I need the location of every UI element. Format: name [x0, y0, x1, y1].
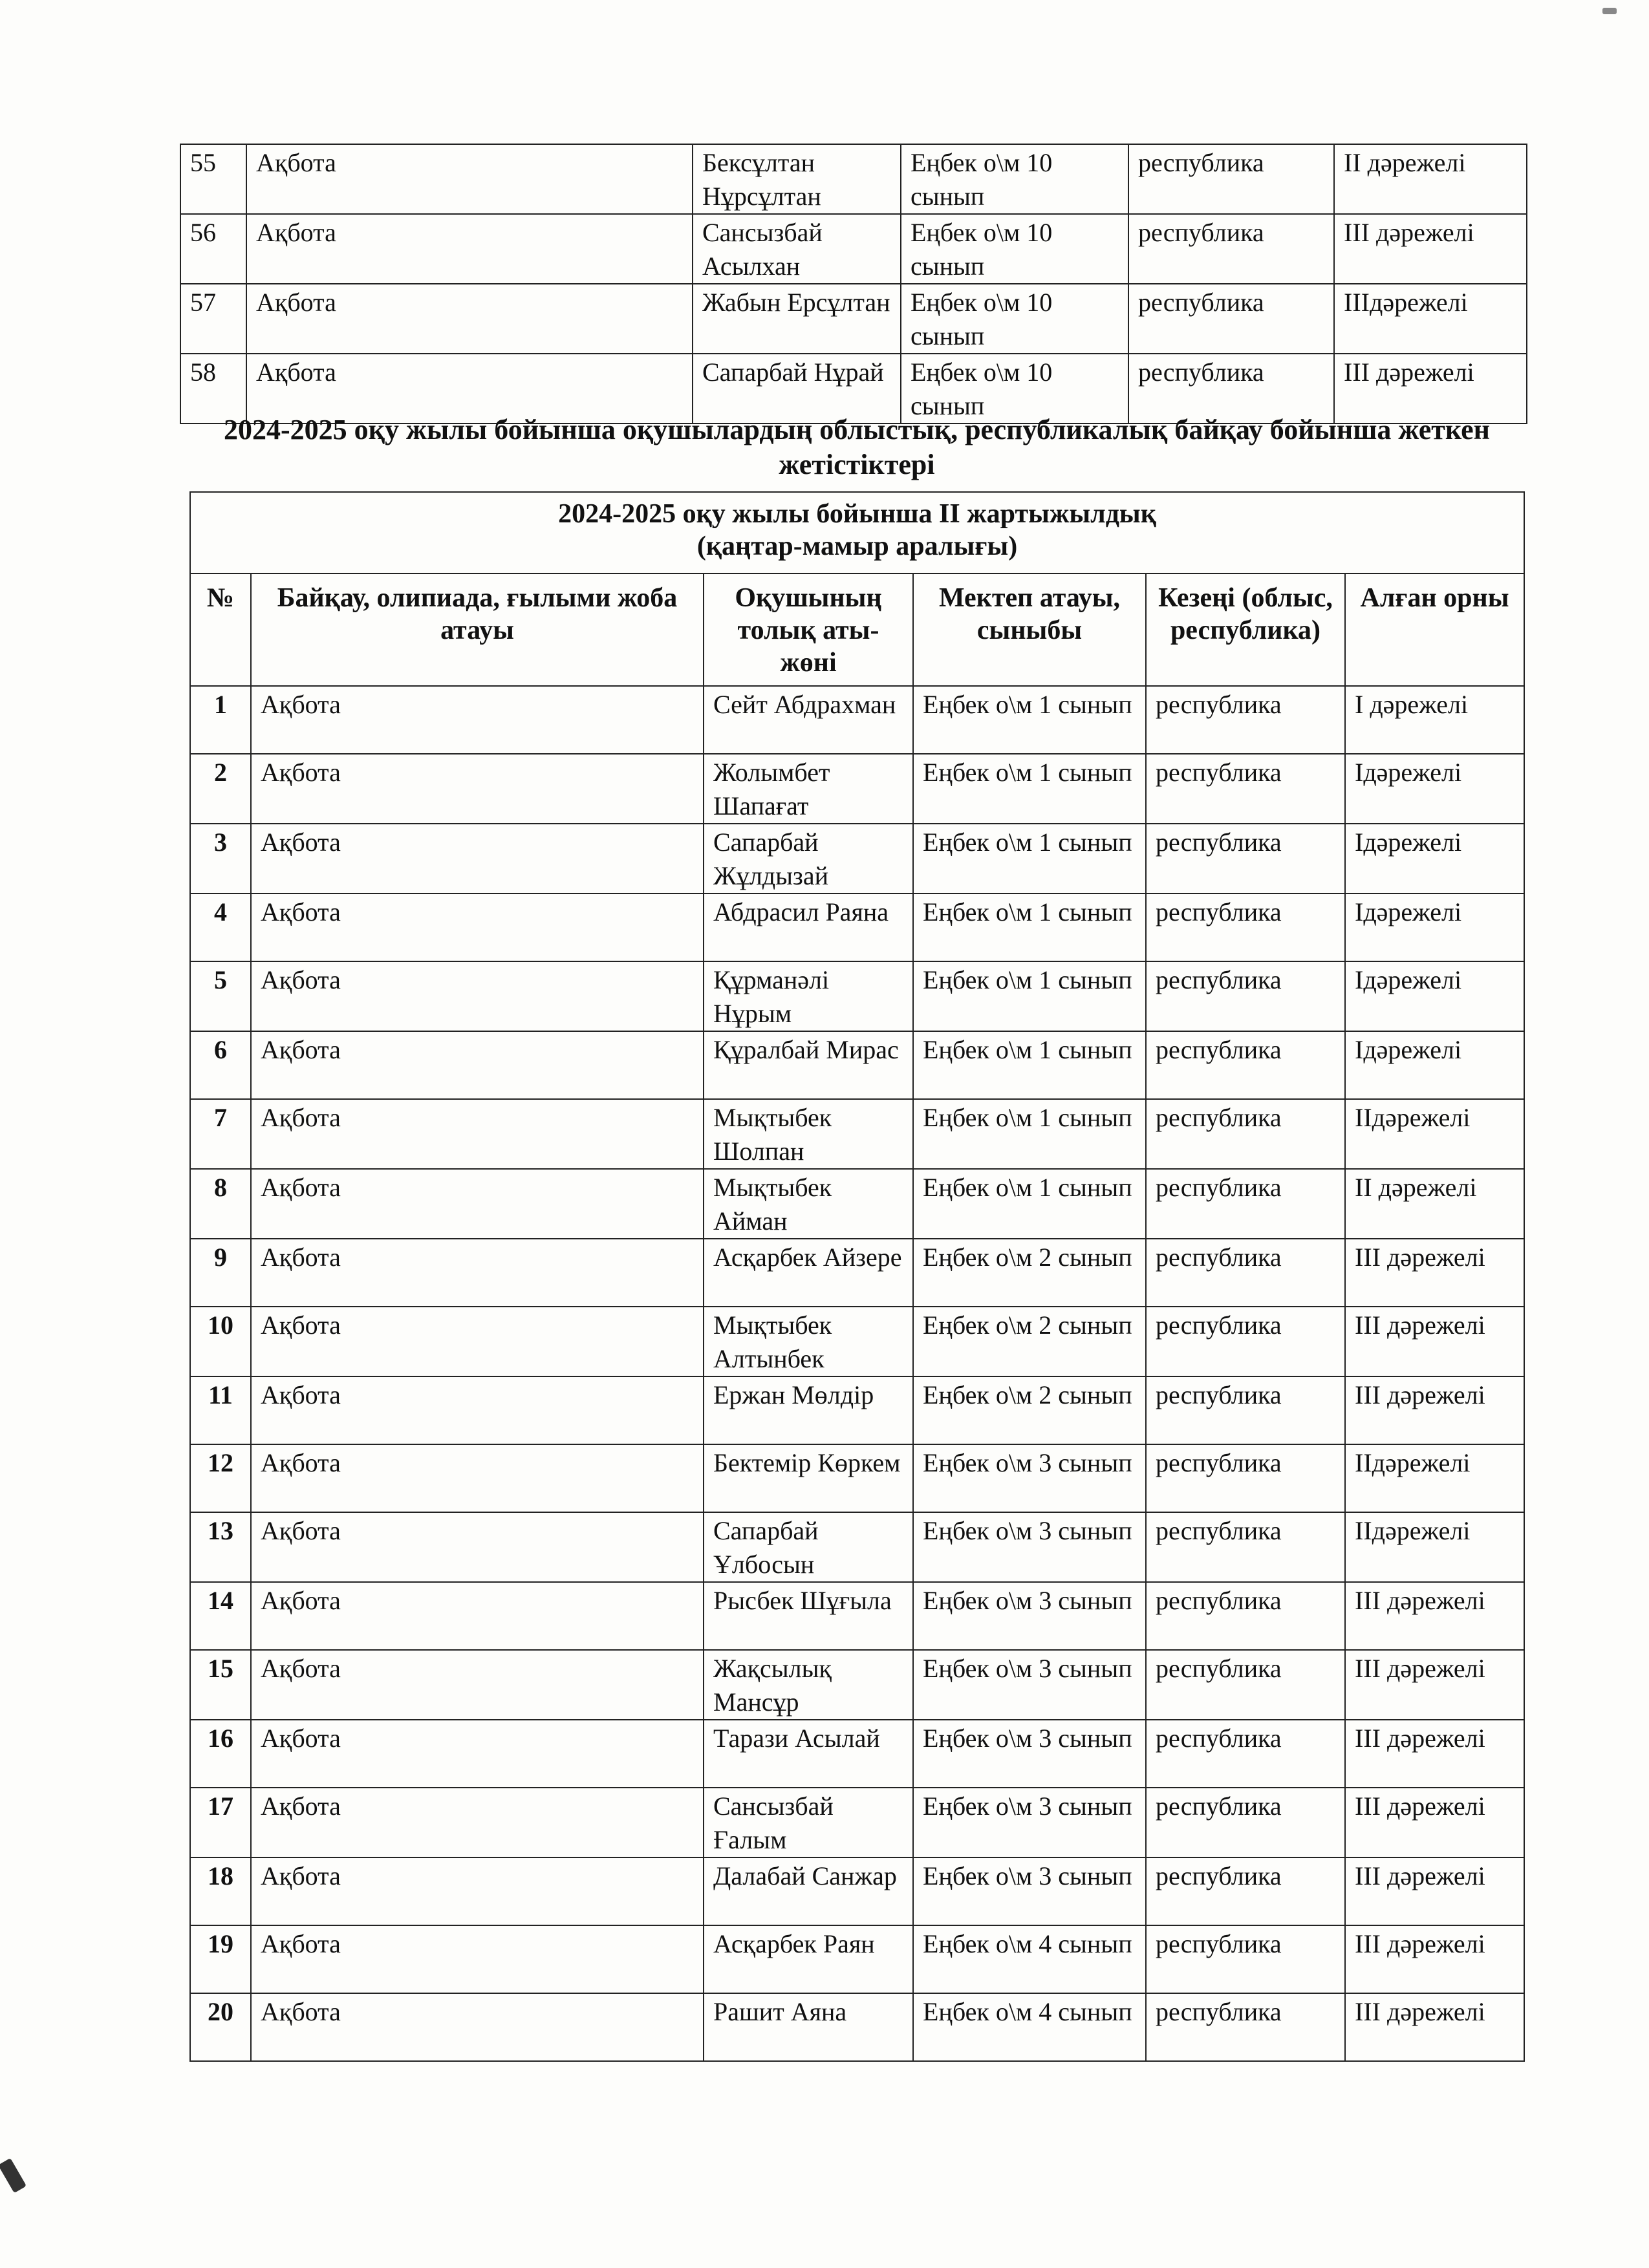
cell-place: ІІІ дәрежелі [1345, 1239, 1524, 1307]
cell-no: 9 [190, 1239, 251, 1307]
achievements-table [189, 491, 1525, 2062]
cell-school: Еңбек о\м 10 сынып [901, 354, 1128, 423]
cell-stage: республика [1146, 754, 1345, 824]
cell-student: Мықтыбек Алтынбек [704, 1307, 913, 1376]
table-row [180, 144, 1527, 214]
previous-results-table [180, 144, 1527, 424]
achievements-body [190, 686, 1524, 2061]
cell-name: Ақбота [251, 1169, 704, 1239]
table-row [190, 1857, 1524, 1925]
cell-place: ІІІ дәрежелі [1345, 1650, 1524, 1720]
cell-student: Тарази Асылай [704, 1720, 913, 1788]
cell-student: Сапарбай Ұлбосын [704, 1512, 913, 1582]
cell-place: ІІІдәрежелі [1334, 284, 1527, 354]
cell-name: Ақбота [251, 1031, 704, 1099]
cell-stage: республика [1128, 354, 1334, 423]
cell-name: Ақбота [251, 1582, 704, 1650]
cell-name: Ақбота [251, 1788, 704, 1857]
cell-school: Еңбек о\м 1 сынып [913, 1169, 1146, 1239]
cell-no: 12 [190, 1444, 251, 1512]
cell-name: Ақбота [251, 1376, 704, 1444]
cell-stage: республика [1146, 1582, 1345, 1650]
table-row [190, 893, 1524, 961]
cell-school: Еңбек о\м 2 сынып [913, 1376, 1146, 1444]
cell-stage: республика [1146, 1444, 1345, 1512]
scan-speck [0, 2158, 27, 2193]
cell-name: Ақбота [251, 1239, 704, 1307]
cell-stage: республика [1146, 893, 1345, 961]
cell-no: 19 [190, 1925, 251, 1993]
cell-name: Ақбота [251, 754, 704, 824]
cell-student: Асқарбек Раян [704, 1925, 913, 1993]
table-row [180, 214, 1527, 284]
cell-place: ІІІ дәрежелі [1345, 1993, 1524, 2061]
cell-name: Ақбота [246, 284, 693, 354]
cell-student: Құрманәлі Нұрым [704, 961, 913, 1031]
cell-stage: республика [1146, 1099, 1345, 1169]
cell-name: Ақбота [251, 1993, 704, 2061]
cell-name: Ақбота [251, 1925, 704, 1993]
cell-no: 58 [180, 354, 246, 423]
cell-no: 14 [190, 1582, 251, 1650]
cell-stage: республика [1146, 961, 1345, 1031]
cell-no: 4 [190, 893, 251, 961]
cell-place: ІІ дәрежелі [1334, 144, 1527, 214]
cell-no: 13 [190, 1512, 251, 1582]
cell-stage: республика [1146, 1993, 1345, 2061]
cell-stage: республика [1146, 1857, 1345, 1925]
cell-school: Еңбек о\м 2 сынып [913, 1307, 1146, 1376]
cell-no: 5 [190, 961, 251, 1031]
cell-no: 6 [190, 1031, 251, 1099]
cell-school: Еңбек о\м 3 сынып [913, 1512, 1146, 1582]
cell-school: Еңбек о\м 3 сынып [913, 1444, 1146, 1512]
cell-student: Абдрасил Раяна [704, 893, 913, 961]
cell-student: Жақсылық Мансұр [704, 1650, 913, 1720]
cell-school: Еңбек о\м 2 сынып [913, 1239, 1146, 1307]
table-row [190, 686, 1524, 754]
header-row [190, 573, 1524, 686]
cell-name: Ақбота [251, 1650, 704, 1720]
cell-no: 10 [190, 1307, 251, 1376]
cell-student: Құралбай Мирас [704, 1031, 913, 1099]
table-row [190, 1788, 1524, 1857]
page-heading: 2024-2025 оқу жылы бойынша оқушылардың облыстық, республикалық байқау бойынша жеткен жетістіктері [223, 414, 1491, 480]
cell-school: Еңбек о\м 3 сынып [913, 1582, 1146, 1650]
cell-student: Жабын Ерсұлтан [693, 284, 901, 354]
cell-stage: республика [1146, 1720, 1345, 1788]
table-row [180, 284, 1527, 354]
cell-name: Ақбота [251, 1512, 704, 1582]
cell-school: Еңбек о\м 1 сынып [913, 961, 1146, 1031]
cell-student: Асқарбек Айзере [704, 1239, 913, 1307]
cell-name: Ақбота [251, 824, 704, 893]
cell-place: ІІдәрежелі [1345, 1444, 1524, 1512]
cell-name: Ақбота [251, 893, 704, 961]
cell-stage: республика [1146, 1376, 1345, 1444]
cell-no: 56 [180, 214, 246, 284]
cell-school: Еңбек о\м 10 сынып [901, 284, 1128, 354]
header-no: № [190, 573, 251, 686]
cell-student: Сапарбай Нұрай [693, 354, 901, 423]
cell-student: Сансызбай Асылхан [693, 214, 901, 284]
cell-no: 55 [180, 144, 246, 214]
cell-place: Ідәрежелі [1345, 754, 1524, 824]
cell-place: ІІІ дәрежелі [1345, 1376, 1524, 1444]
table-row [190, 1993, 1524, 2061]
cell-student: Жолымбет Шапағат [704, 754, 913, 824]
cell-student: Сейт Абдрахман [704, 686, 913, 754]
cell-place: ІІІ дәрежелі [1345, 1925, 1524, 1993]
cell-student: Бектемір Көркем [704, 1444, 913, 1512]
cell-no: 8 [190, 1169, 251, 1239]
header-name: Байқау, олипиада, ғылыми жоба атауы [251, 573, 704, 686]
cell-no: 3 [190, 824, 251, 893]
cell-place: ІІІ дәрежелі [1345, 1720, 1524, 1788]
cell-school: Еңбек о\м 3 сынып [913, 1650, 1146, 1720]
cell-stage: республика [1146, 686, 1345, 754]
cell-student: Ержан Мөлдір [704, 1376, 913, 1444]
table-caption-row [190, 492, 1524, 573]
cell-name: Ақбота [251, 1720, 704, 1788]
cell-no: 1 [190, 686, 251, 754]
cell-student: Рашит Аяна [704, 1993, 913, 2061]
table-row [190, 1239, 1524, 1307]
table-row [190, 1099, 1524, 1169]
cell-school: Еңбек о\м 3 сынып [913, 1788, 1146, 1857]
cell-name: Ақбота [246, 144, 693, 214]
previous-results-body [180, 144, 1527, 423]
cell-place: Ідәрежелі [1345, 824, 1524, 893]
cell-school: Еңбек о\м 1 сынып [913, 1031, 1146, 1099]
cell-school: Еңбек о\м 4 сынып [913, 1925, 1146, 1993]
cell-place: Ідәрежелі [1345, 1031, 1524, 1099]
header-place: Алған орны [1345, 573, 1524, 686]
cell-place: Ідәрежелі [1345, 961, 1524, 1031]
cell-no: 15 [190, 1650, 251, 1720]
cell-stage: республика [1128, 144, 1334, 214]
cell-school: Еңбек о\м 1 сынып [913, 1099, 1146, 1169]
cell-student: Далабай Санжар [704, 1857, 913, 1925]
cell-no: 20 [190, 1993, 251, 2061]
caption-line-1: 2024-2025 оқу жылы бойынша ІІ жартыжылдық [558, 499, 1156, 529]
cell-no: 11 [190, 1376, 251, 1444]
table-row [190, 824, 1524, 893]
cell-school: Еңбек о\м 1 сынып [913, 754, 1146, 824]
table-row [190, 754, 1524, 824]
cell-stage: республика [1146, 1925, 1345, 1993]
cell-student: Мықтыбек Шолпан [704, 1099, 913, 1169]
cell-place: І дәрежелі [1345, 686, 1524, 754]
cell-place: ІІдәрежелі [1345, 1099, 1524, 1169]
cell-name: Ақбота [246, 354, 693, 423]
scan-speck [1602, 8, 1617, 14]
cell-name: Ақбота [251, 1099, 704, 1169]
cell-name: Ақбота [251, 961, 704, 1031]
cell-place: ІІІ дәрежелі [1345, 1788, 1524, 1857]
header-student: Оқушының толық аты-жөні [704, 573, 913, 686]
cell-no: 18 [190, 1857, 251, 1925]
cell-name: Ақбота [251, 1307, 704, 1376]
cell-place: ІІ дәрежелі [1345, 1169, 1524, 1239]
cell-student: Сансызбай Ғалым [704, 1788, 913, 1857]
cell-stage: республика [1146, 1307, 1345, 1376]
cell-student: Бексұлтан Нұрсұлтан [693, 144, 901, 214]
cell-no: 7 [190, 1099, 251, 1169]
table-row [190, 1169, 1524, 1239]
header-stage: Кезеңі (облыс, республика) [1146, 573, 1345, 686]
table-row [190, 1444, 1524, 1512]
cell-place: ІІІ дәрежелі [1334, 354, 1527, 423]
table-caption [190, 492, 1524, 573]
cell-school: Еңбек о\м 1 сынып [913, 824, 1146, 893]
header-school: Мектеп атауы, сыныбы [913, 573, 1146, 686]
cell-no: 57 [180, 284, 246, 354]
cell-no: 17 [190, 1788, 251, 1857]
cell-school: Еңбек о\м 1 сынып [913, 686, 1146, 754]
cell-school: Еңбек о\м 3 сынып [913, 1857, 1146, 1925]
table-row [190, 961, 1524, 1031]
table-row [190, 1582, 1524, 1650]
cell-stage: республика [1146, 1650, 1345, 1720]
cell-place: ІІІ дәрежелі [1345, 1307, 1524, 1376]
cell-school: Еңбек о\м 4 сынып [913, 1993, 1146, 2061]
table-row [190, 1925, 1524, 1993]
cell-stage: республика [1146, 1169, 1345, 1239]
cell-name: Ақбота [251, 1444, 704, 1512]
cell-no: 16 [190, 1720, 251, 1788]
cell-name: Ақбота [246, 214, 693, 284]
cell-student: Мықтыбек Айман [704, 1169, 913, 1239]
cell-place: ІІІ дәрежелі [1334, 214, 1527, 284]
cell-stage: республика [1146, 1788, 1345, 1857]
table-row [190, 1720, 1524, 1788]
cell-school: Еңбек о\м 10 сынып [901, 144, 1128, 214]
cell-stage: республика [1128, 214, 1334, 284]
caption-line-2: (қаңтар-мамыр аралығы) [696, 531, 1018, 561]
cell-name: Ақбота [251, 1857, 704, 1925]
cell-name: Ақбота [251, 686, 704, 754]
cell-stage: республика [1128, 284, 1334, 354]
cell-school: Еңбек о\м 3 сынып [913, 1720, 1146, 1788]
table-row [190, 1031, 1524, 1099]
cell-student: Рысбек Шұғыла [704, 1582, 913, 1650]
cell-place: ІІдәрежелі [1345, 1512, 1524, 1582]
cell-stage: республика [1146, 1239, 1345, 1307]
cell-student: Сапарбай Жұлдызай [704, 824, 913, 893]
cell-school: Еңбек о\м 1 сынып [913, 893, 1146, 961]
cell-stage: республика [1146, 824, 1345, 893]
cell-place: ІІІ дәрежелі [1345, 1582, 1524, 1650]
cell-no: 2 [190, 754, 251, 824]
cell-school: Еңбек о\м 10 сынып [901, 214, 1128, 284]
table-row [190, 1650, 1524, 1720]
table-row [190, 1376, 1524, 1444]
cell-place: ІІІ дәрежелі [1345, 1857, 1524, 1925]
table-row [190, 1307, 1524, 1376]
cell-stage: республика [1146, 1031, 1345, 1099]
cell-place: Ідәрежелі [1345, 893, 1524, 961]
table-row [190, 1512, 1524, 1582]
cell-stage: республика [1146, 1512, 1345, 1582]
